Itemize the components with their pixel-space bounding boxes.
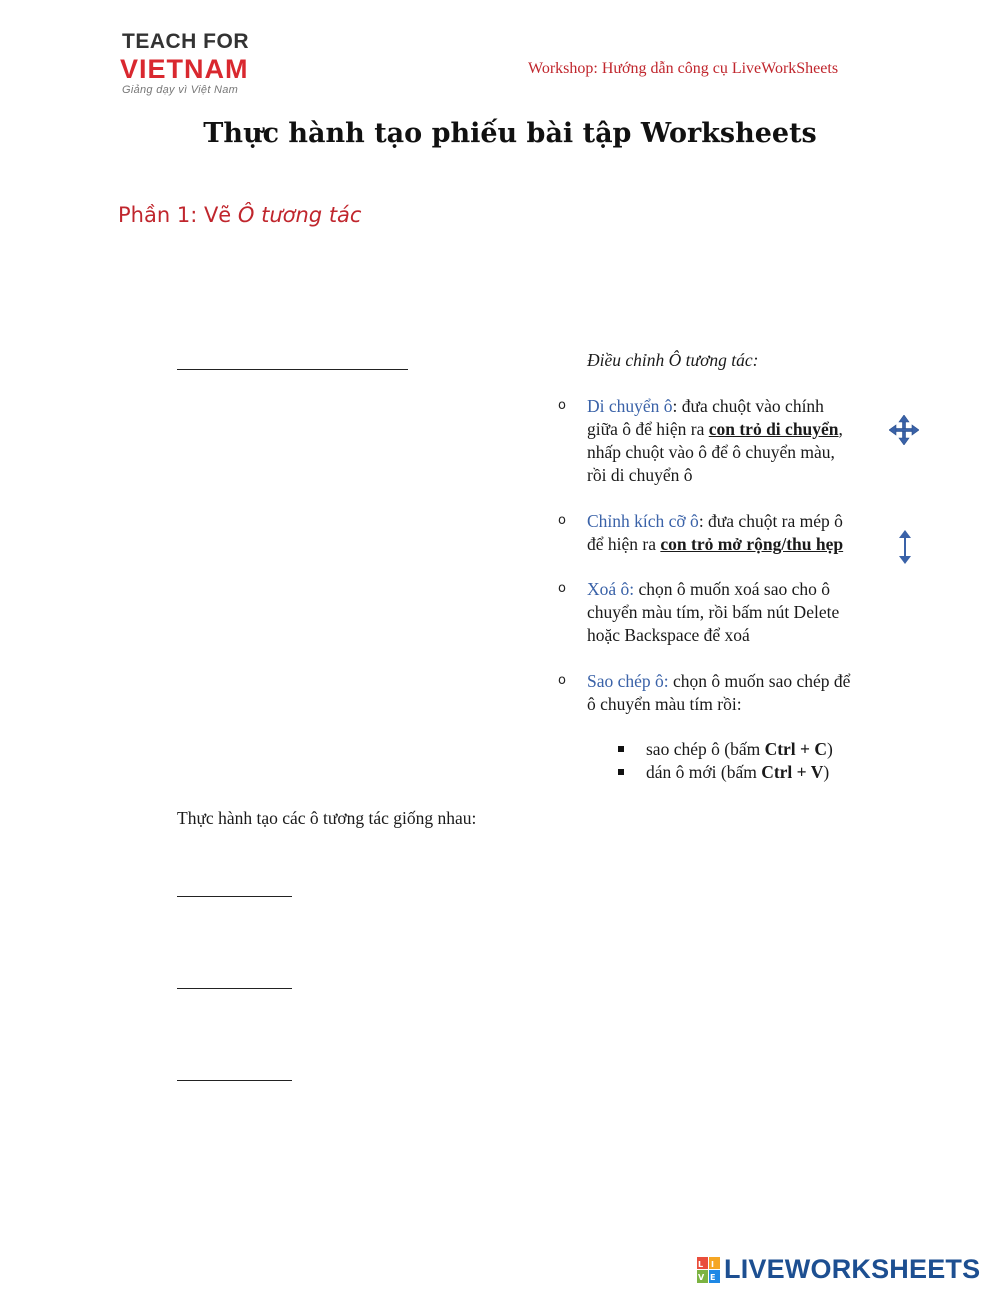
item-text: chuyển màu tím, rồi bấm nút Delete	[587, 602, 840, 622]
section-emph: Ô tương tác	[237, 203, 362, 227]
section-heading	[118, 203, 361, 227]
mark-letter: I	[711, 1260, 714, 1269]
sub-item-text: sao chép ô (bấm	[646, 739, 765, 759]
bullet-icon: o	[558, 581, 566, 596]
shortcut-key: Ctrl + C	[764, 739, 828, 759]
sub-item-text: )	[827, 739, 833, 759]
header-note: Workshop: Hướng dẫn công cụ LiveWorkSheets	[528, 60, 839, 77]
item-text: chọn ô muốn xoá sao cho ô	[634, 579, 831, 599]
answer-blank[interactable]	[177, 896, 292, 897]
mark-letter: V	[698, 1273, 705, 1282]
liveworksheets-mark-icon	[697, 1257, 721, 1284]
item-emphasis: con trỏ mở rộng/thu hẹp	[660, 534, 844, 554]
mark-letter: L	[698, 1260, 704, 1269]
sub-item-copy	[646, 738, 833, 761]
move-cursor-icon	[889, 415, 919, 445]
answer-blank[interactable]	[177, 1080, 292, 1081]
sub-item-text: )	[823, 762, 830, 782]
item-label: Chỉnh kích cỡ ô	[587, 511, 699, 531]
item-text: ,	[838, 419, 843, 439]
square-bullet-icon	[618, 746, 624, 752]
item-text: rồi di chuyển ô	[587, 465, 693, 485]
logo-vietnam: VIETNAM	[120, 54, 249, 84]
item-text: nhấp chuột vào ô để ô chuyển màu,	[587, 442, 835, 462]
item-label: Di chuyển ô	[587, 396, 673, 416]
item-emphasis: con trỏ di chuyển	[708, 419, 839, 439]
bullet-icon: o	[558, 513, 566, 528]
shortcut-key: Ctrl + V	[761, 762, 824, 782]
list-item-move	[587, 395, 907, 487]
item-text: ô chuyển màu tím rồi:	[587, 694, 742, 714]
resize-cursor-icon	[898, 530, 912, 564]
logo-tagline: Giảng dạy vì Việt Nam	[122, 84, 239, 96]
adjust-title: Điều chỉnh Ô tương tác:	[587, 350, 759, 370]
page-title: Thực hành tạo phiếu bài tập Worksheets	[203, 118, 817, 149]
sub-item-text: dán ô mới (bấm	[646, 762, 762, 782]
section-prefix: Phần 1: Vẽ	[118, 203, 238, 227]
answer-blank[interactable]	[177, 988, 292, 989]
item-text: : đưa chuột vào chính	[672, 396, 824, 416]
logo-teach-for: TEACH FOR	[122, 30, 249, 53]
sub-item-paste	[646, 761, 829, 784]
item-text: để hiện ra	[587, 534, 661, 554]
list-item-copy	[587, 670, 907, 716]
practice-instruction: Thực hành tạo các ô tương tác giống nhau:	[177, 808, 477, 828]
item-text: hoặc Backspace để xoá	[587, 625, 750, 645]
item-label: Xoá ô:	[587, 579, 635, 599]
item-text: giữa ô để hiện ra	[587, 419, 709, 439]
answer-blank[interactable]	[177, 369, 408, 370]
item-text: chọn ô muốn sao chép để	[668, 671, 851, 691]
item-text: : đưa chuột ra mép ô	[698, 511, 843, 531]
bullet-icon: o	[558, 673, 566, 688]
liveworksheets-brand: LIVEWORKSHEETS	[724, 1254, 981, 1284]
list-item-delete	[587, 578, 907, 647]
list-item-resize	[587, 510, 907, 556]
square-bullet-icon	[618, 769, 624, 775]
mark-letter: E	[710, 1273, 716, 1282]
bullet-icon: o	[558, 398, 566, 413]
item-label: Sao chép ô:	[587, 671, 669, 691]
